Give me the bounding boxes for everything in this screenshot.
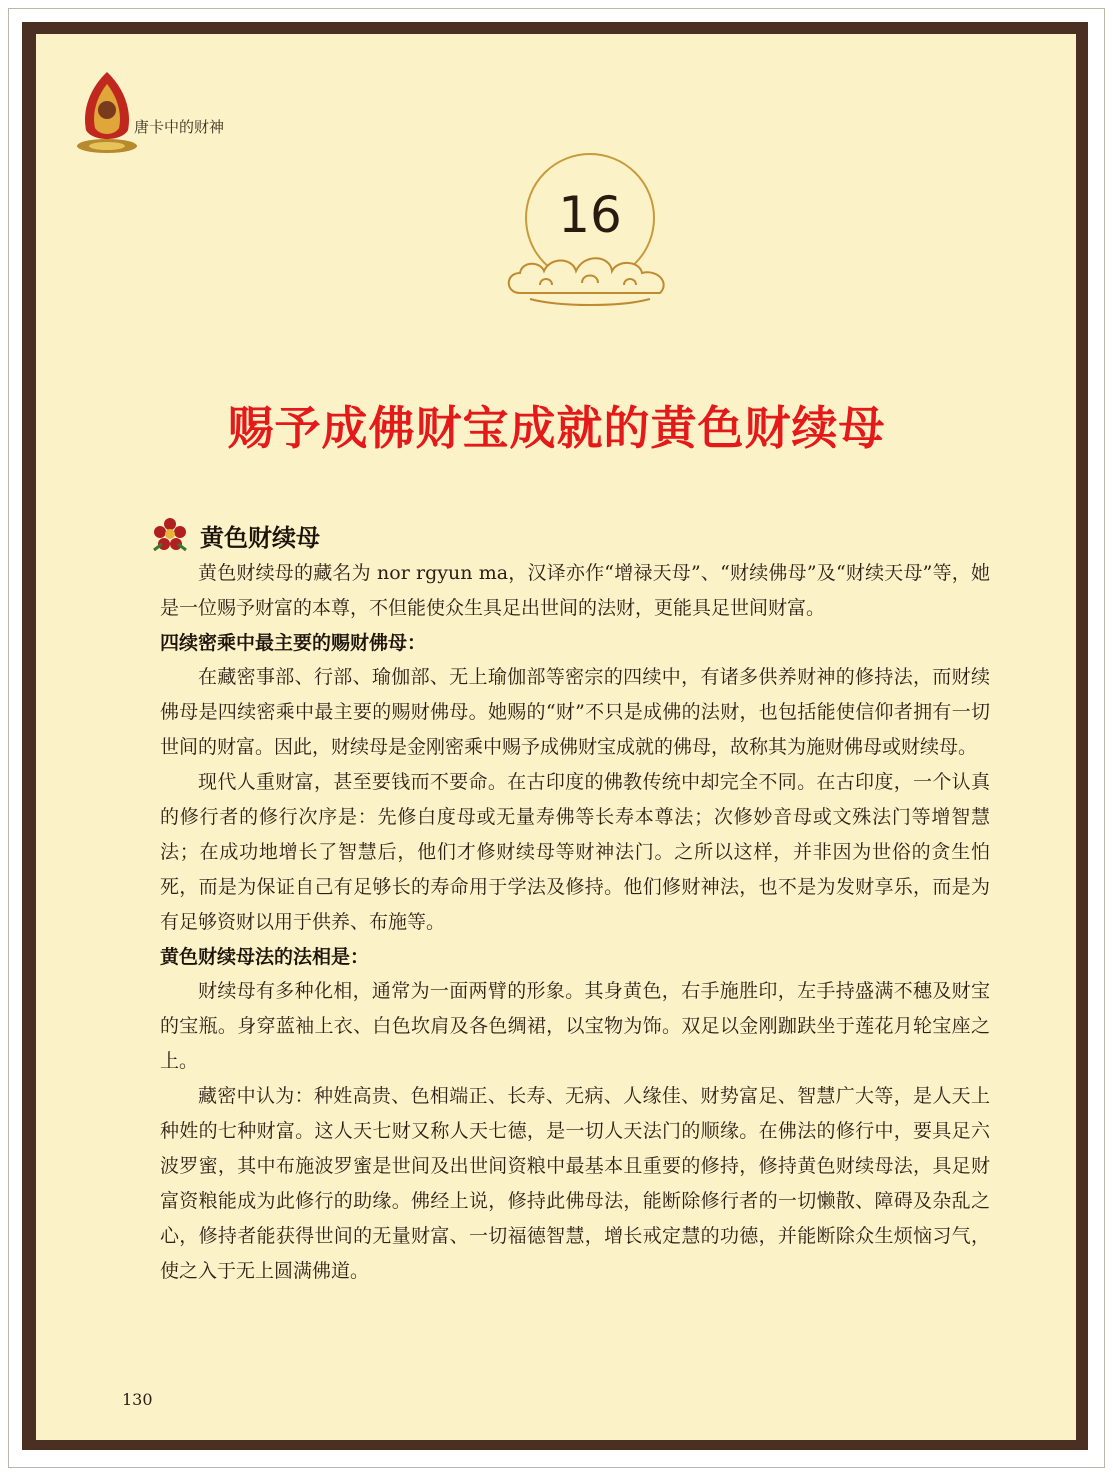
- running-header: [72, 70, 472, 160]
- paragraph-1: 在藏密事部、行部、瑜伽部、无上瑜伽部等密宗的四续中，有诸多供养财神的修持法，而财续佛母是四续密乘中最主要的赐财佛母。她赐的“财”不只是成佛的法财，也包括能使信仰者拥有一切世间的财富。因此，财续母是金刚密乘中赐予成佛财宝成就的佛母，故称其为施财佛母或财续母。: [160, 666, 990, 758]
- paragraph-2: 现代人重财富，甚至要钱而不要命。在古印度的佛教传统中却完全不同。在古印度，一个认真的修行者的修行次序是：先修白度母或无量寿佛等长寿本尊法；次修妙音母或文殊法门等增智慧法；在成功地增长了智慧后，他们才修财续母等财神法门。之所以这样，并非因为世俗的贪生怕死，而是为保证自己有足够长的寿命用于学法及修持。他们修财神法，也不是为发财享乐，而是为有足够资财以用于供养、布施等。: [160, 771, 990, 933]
- thangka-emblem-icon: [72, 70, 142, 160]
- intro-paragraph: 黄色财续母的藏名为 nor rgyun ma，汉译亦作“增禄天母”、“财续佛母”及“财续天母”等，她是一位赐予财富的本尊，不但能使众生具足出世间的法财，更能具足世间财富。: [160, 562, 990, 619]
- paragraph-3: 财续母有多种化相，通常为一面两臂的形象。其身黄色，右手施胜印，左手持盛满不穗及财宝的宝瓶。身穿蓝袖上衣、白色坎肩及各色绸裙，以宝物为饰。双足以金刚跏趺坐于莲花月轮宝座之上。: [160, 980, 990, 1072]
- chapter-title: 赐予成佛财宝成就的黄色财续母: [227, 401, 886, 455]
- section-heading: [150, 518, 320, 553]
- chapter-badge: [470, 148, 710, 318]
- chapter-number: 16: [558, 186, 622, 244]
- subheading-2: 黄色财续母法的法相是：: [160, 946, 370, 968]
- header-title: 唐卡中的财神: [134, 118, 225, 136]
- body-text: [160, 556, 990, 1289]
- subheading-1: 四续密乘中最主要的赐财佛母：: [160, 632, 427, 654]
- paragraph-4: 藏密中认为：种姓高贵、色相端正、长寿、无病、人缘佳、财势富足、智慧广大等，是人天上种姓的七种财富。这人天七财又称人天七德，是一切人天法门的顺缘。在佛法的修行中，要具足六波罗蜜，其中布施波罗蜜是世间及出世间资粮中最基本且重要的修持，修持黄色财续母法，具足财富资粮能成为此修行的助缘。佛经上说，修持此佛母法，能断除修行者的一切懒散、障碍及杂乱之心，修持者能获得世间的无量财富、一切福德智慧，增长戒定慧的功德，并能断除众生烦恼习气，使之入于无上圆满佛道。: [160, 1085, 990, 1282]
- section-heading-text: 黄色财续母: [200, 524, 320, 552]
- page-number: 130: [122, 1390, 153, 1409]
- auspicious-cloud-icon: [500, 243, 680, 313]
